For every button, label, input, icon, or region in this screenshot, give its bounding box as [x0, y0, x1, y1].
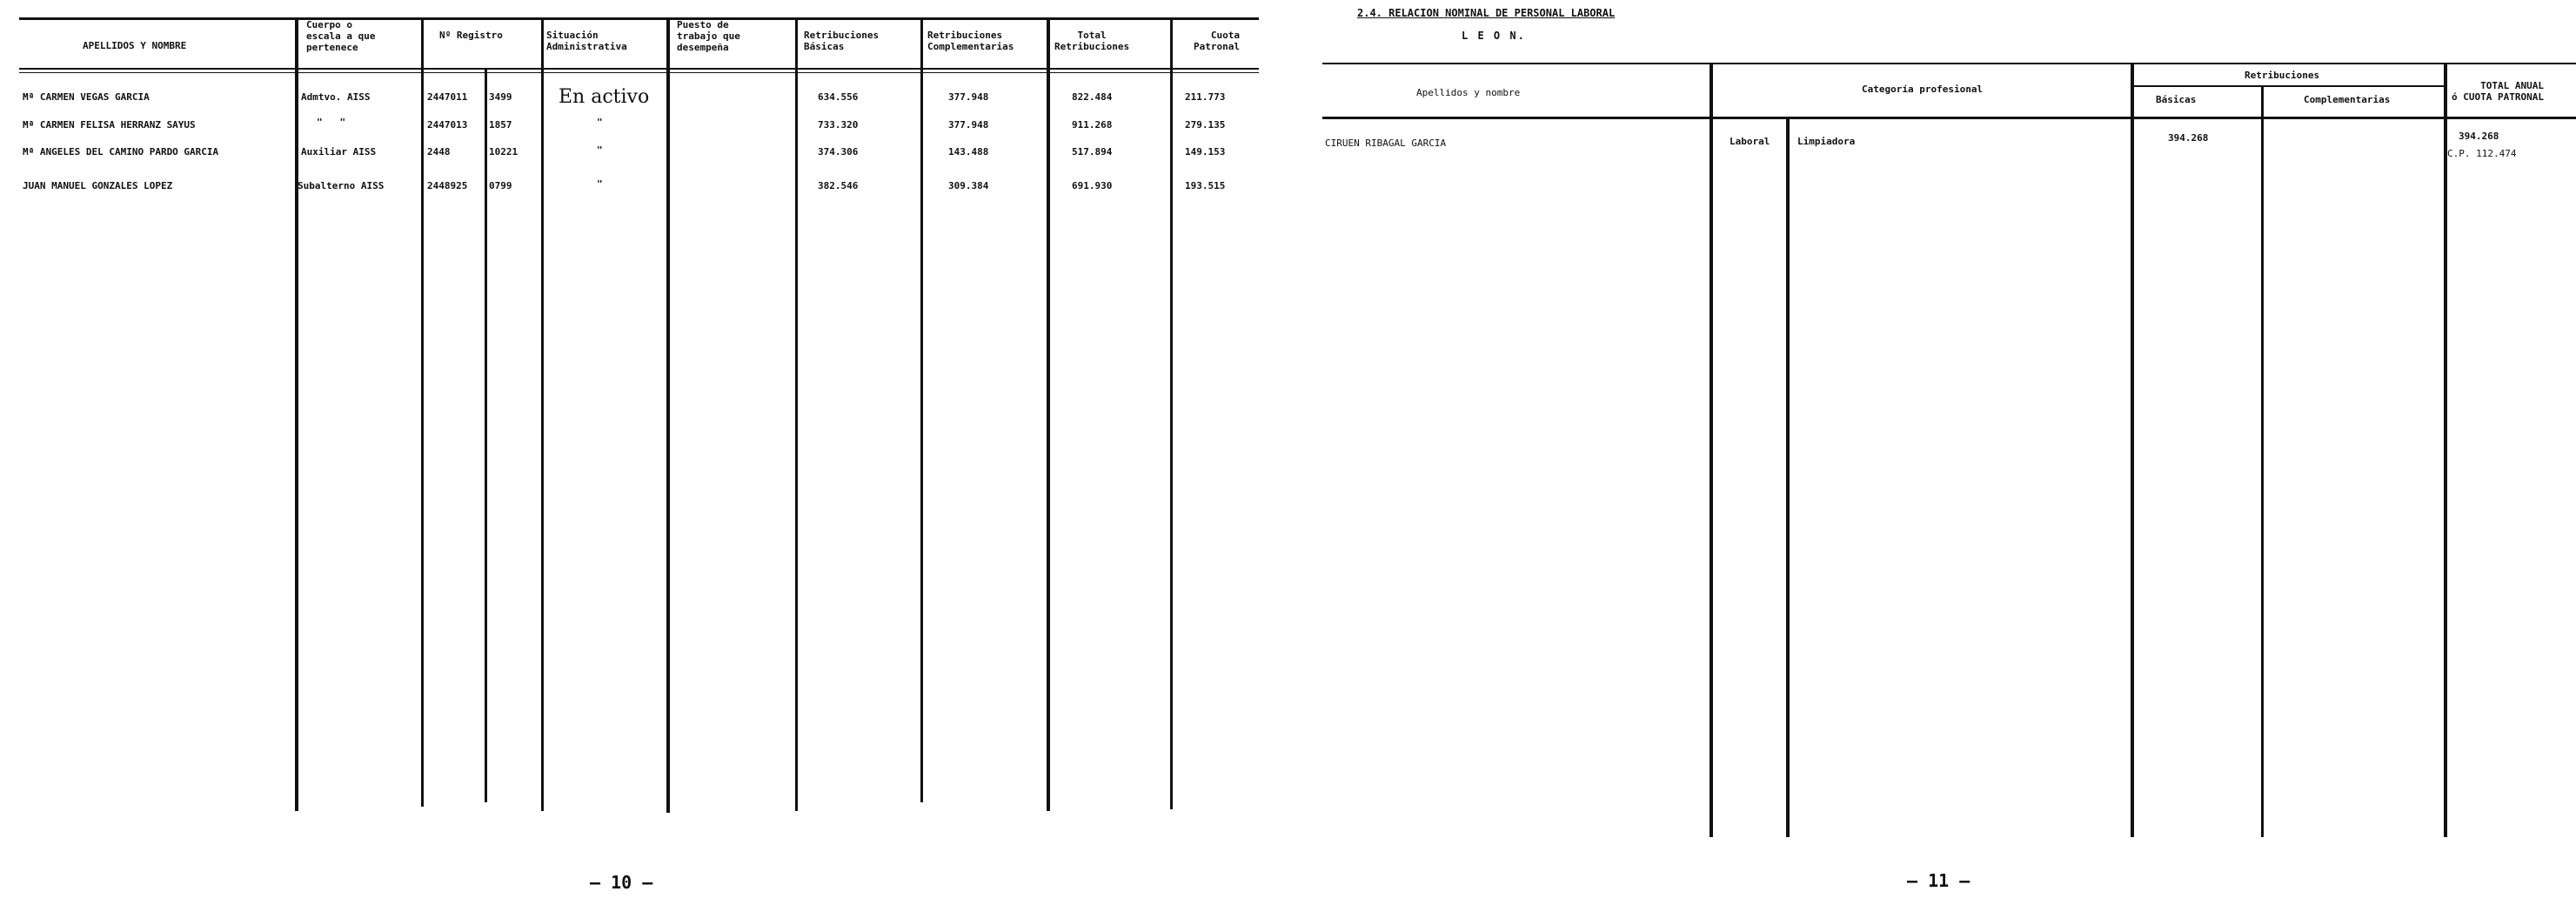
left-col-line-1 [295, 19, 298, 811]
right-col-line-3 [2261, 85, 2264, 837]
row-registro-suffix: 1857 [489, 119, 512, 131]
row-situacion: " [597, 178, 603, 190]
right-subheader-rule [2133, 85, 2444, 87]
right-col-header-complementarias: Complementarias [2304, 94, 2391, 105]
row-complementarias: 143.488 [948, 146, 989, 158]
right-col-header-name: Apellidos y nombre [1416, 87, 1521, 98]
left-header-rule [19, 68, 1259, 70]
right-col-line-1b [1786, 119, 1790, 837]
left-col-line-2 [421, 19, 424, 807]
row-registro: 2448 [427, 146, 451, 158]
col-header-basicas: Retribuciones Básicas [804, 30, 880, 52]
right-header-rule [1322, 117, 2576, 119]
right-col-header-retribuciones: Retribuciones [2245, 70, 2320, 81]
row-cuerpo: Subalterno AISS [298, 180, 385, 191]
col-header-puesto: Puesto de trabajo que desempeña [677, 19, 740, 53]
row-basicas: 733.320 [818, 119, 859, 131]
left-col-line-4 [666, 19, 670, 813]
section-title: 2.4. RELACION NOMINAL DE PERSONAL LABORAL [1357, 7, 1616, 19]
row-registro-suffix: 3499 [489, 91, 512, 103]
row-situacion: " [597, 117, 603, 128]
left-col-line-8 [1170, 19, 1173, 809]
col-header-complementarias: Retribuciones Complementarias [927, 30, 1014, 52]
left-col-line-2b [485, 70, 487, 802]
right-col-line-2 [2131, 63, 2134, 837]
row-cuerpo: Admtvo. AISS [301, 91, 371, 103]
row-total: 517.894 [1072, 146, 1113, 158]
right-page-number: — 11 — [1907, 870, 1970, 891]
row-cuota: 211.773 [1185, 91, 1226, 103]
row-total: 394.268 [2459, 131, 2499, 142]
left-page-number: — 10 — [590, 872, 653, 893]
row-situacion: " [597, 144, 603, 156]
row-basicas: 634.556 [818, 91, 859, 103]
right-col-line-4 [2444, 63, 2447, 837]
row-situacion: En activo [559, 86, 650, 108]
row-complementarias: 377.948 [948, 91, 989, 103]
row-complementarias: 309.384 [948, 180, 989, 191]
row-registro: 2447013 [427, 119, 468, 131]
col-header-cuota: Cuota Patronal [1194, 30, 1240, 52]
row-basicas: 394.268 [2168, 132, 2209, 144]
row-name: CIRUEN RIBAGAL GARCIA [1325, 137, 1447, 149]
left-col-line-3 [541, 19, 544, 811]
section-subtitle: L E O N. [1462, 30, 1526, 42]
row-cuerpo: Auxiliar AISS [301, 146, 377, 158]
row-tipo: Laboral [1730, 136, 1770, 147]
left-col-line-6 [920, 19, 923, 802]
right-col-header-categoria: Categoría profesional [1862, 84, 1984, 95]
row-cuota: 193.515 [1185, 180, 1226, 191]
col-header-registro: Nº Registro [439, 30, 503, 41]
right-col-line-1 [1710, 63, 1713, 837]
row-cuota: 279.135 [1185, 119, 1226, 131]
row-registro-suffix: 10221 [489, 146, 519, 158]
col-header-name: APELLIDOS Y NOMBRE [83, 40, 187, 51]
row-name: Mª ANGELES DEL CAMINO PARDO GARCIA [23, 146, 219, 158]
row-registro-suffix: 0799 [489, 180, 512, 191]
row-total: 911.268 [1072, 119, 1113, 131]
left-top-rule [19, 17, 1259, 20]
row-name: Mª CARMEN VEGAS GARCIA [23, 91, 150, 103]
col-header-total: Total Retribuciones [1054, 30, 1130, 52]
row-total: 822.484 [1072, 91, 1113, 103]
row-cuota: 149.153 [1185, 146, 1226, 158]
row-categoria: Limpiadora [1797, 136, 1856, 147]
col-header-cuerpo: Cuerpo o escala a que pertenece [306, 19, 376, 53]
row-complementarias: 377.948 [948, 119, 989, 131]
row-basicas: 382.546 [818, 180, 859, 191]
row-registro: 2448925 [427, 180, 468, 191]
row-cuota: C.P. 112.474 [2447, 148, 2517, 159]
row-total: 691.930 [1072, 180, 1113, 191]
row-registro: 2447011 [427, 91, 468, 103]
left-header-rule-2 [19, 72, 1259, 73]
row-name: Mª CARMEN FELISA HERRANZ SAYUS [23, 119, 196, 131]
row-cuerpo: " " [317, 117, 346, 128]
row-basicas: 374.306 [818, 146, 859, 158]
left-col-line-7 [1047, 19, 1050, 811]
right-col-header-basicas: Básicas [2156, 94, 2197, 105]
col-header-situacion: Situación Administrativa [546, 30, 627, 52]
right-col-header-total: TOTAL ANUAL ó CUOTA PATRONAL [2452, 80, 2544, 103]
right-top-rule [1322, 63, 2576, 64]
left-col-line-5 [795, 19, 798, 811]
row-name: JUAN MANUEL GONZALES LOPEZ [23, 180, 173, 191]
